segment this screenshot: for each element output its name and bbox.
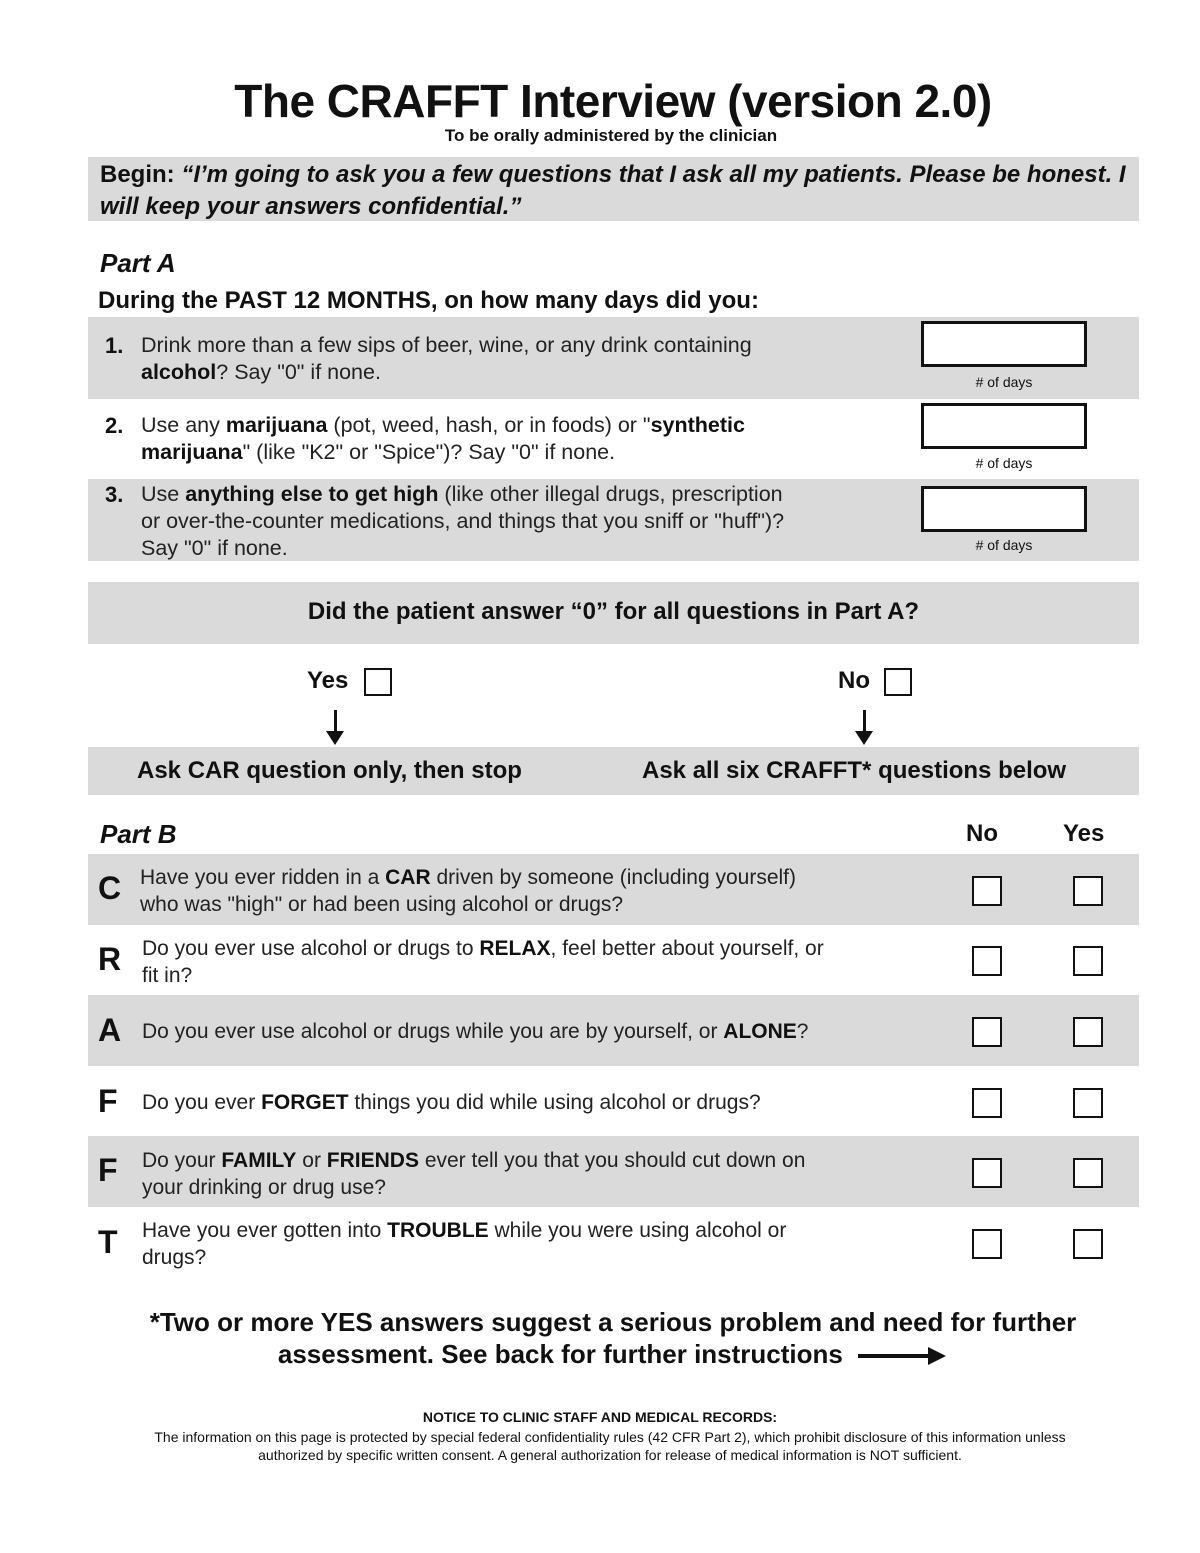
no-checkbox-f2[interactable] [972,1158,1002,1188]
no-choice-label: No [838,667,870,694]
yes-checkbox-f1[interactable] [1073,1088,1103,1118]
crafft-question-t: Have you ever gotten into TROUBLE while you were using alcohol or drugs? [142,1219,787,1269]
part-a-heading: Part A [100,248,176,278]
crafft-letter: T [98,1224,118,1260]
page-title: The CRAFFT Interview (version 2.0) [234,75,992,127]
notice-title: NOTICE TO CLINIC STAFF AND MEDICAL RECORDS: [422,1409,778,1425]
crafft-letter: F [98,1152,118,1188]
days-label: # of days [975,455,1033,471]
yes-checkbox[interactable] [364,668,392,696]
notice-body: The information on this page is protected by special federal confidentiality rules (42 CFR Part 2), which prohibit disclosure of this information unless authorized by specific written consent. A general authorization for release of medical information is NOT sufficient. [154,1429,1066,1463]
crafft-question-c: Have you ever ridden in a CAR driven by someone (including yourself) who was "high" or had been using alcohol or drugs? [140,866,796,916]
question-text-1: Drink more than a few sips of beer, wine, or any drink containing alcohol? Say "0" if none. [141,333,752,384]
no-checkbox-f1[interactable] [972,1088,1002,1118]
yes-checkbox-a[interactable] [1073,1017,1103,1047]
crafft-letter: R [98,941,122,977]
no-checkbox[interactable] [884,668,912,696]
arrow-right-icon [858,1345,948,1367]
yes-checkbox-c[interactable] [1073,876,1103,906]
no-checkbox-r[interactable] [972,946,1002,976]
question-number: 1. [105,333,124,358]
begin-instruction [88,157,1139,221]
yes-route-text: Ask CAR question only, then stop [137,757,522,784]
days-input-3[interactable] [921,486,1087,532]
days-label: # of days [975,374,1033,390]
days-input-2[interactable] [921,403,1087,449]
yes-choice-label: Yes [307,667,349,694]
yes-checkbox-f2[interactable] [1073,1158,1103,1188]
question-number: 3. [105,482,124,507]
yes-checkbox-r[interactable] [1073,946,1103,976]
page-subtitle: To be orally administered by the clinician [444,126,778,145]
column-header-no: No [966,820,998,847]
no-route-text: Ask all six CRAFFT* questions below [642,757,1067,784]
no-checkbox-a[interactable] [972,1017,1002,1047]
question-text-3: Use anything else to get high (like other illegal drugs, prescription or over-the-counter medications, and things that you sniff or "huff")? Say "0" if none. [141,482,785,560]
days-label: # of days [975,537,1033,553]
days-input-1[interactable] [921,321,1087,367]
scoring-note: *Two or more YES answers suggest a serious problem and need for further assessment. See back for further instructions [149,1307,1077,1369]
part-b-heading: Part B [100,819,177,849]
part-a-intro: During the PAST 12 MONTHS, on how many days did you: [98,287,759,314]
question-number: 2. [105,413,124,438]
begin-quote: “I’m going to ask you a few questions that I ask all my patients. Please be honest. I will keep your answers confidential.” [100,161,1126,220]
crafft-letter: F [98,1083,118,1119]
decision-question: Did the patient answer “0” for all questions in Part A? [307,598,920,625]
crafft-letter: C [98,870,122,906]
yes-checkbox-t[interactable] [1073,1229,1103,1259]
crafft-question-f-forget: Do you ever FORGET things you did while using alcohol or drugs? [142,1091,761,1114]
crafft-letter: A [98,1012,122,1048]
crafft-question-a: Do you ever use alcohol or drugs while you are by yourself, or ALONE? [142,1020,809,1043]
no-checkbox-c[interactable] [972,876,1002,906]
question-text-2: Use any marijuana (pot, weed, hash, or in foods) or "synthetic marijuana" (like "K2" or "Spice")? Say "0" if none. [141,413,745,464]
column-header-yes: Yes [1063,820,1105,847]
no-checkbox-t[interactable] [972,1229,1002,1259]
arrow-down-icon [326,731,344,745]
arrow-down-icon [855,731,873,745]
begin-label: Begin: [100,161,175,188]
crafft-question-r: Do you ever use alcohol or drugs to RELAX, feel better about yourself, or fit in? [142,937,824,987]
crafft-question-f-family: Do your FAMILY or FRIENDS ever tell you that you should cut down on your drinking or drug use? [142,1149,806,1199]
